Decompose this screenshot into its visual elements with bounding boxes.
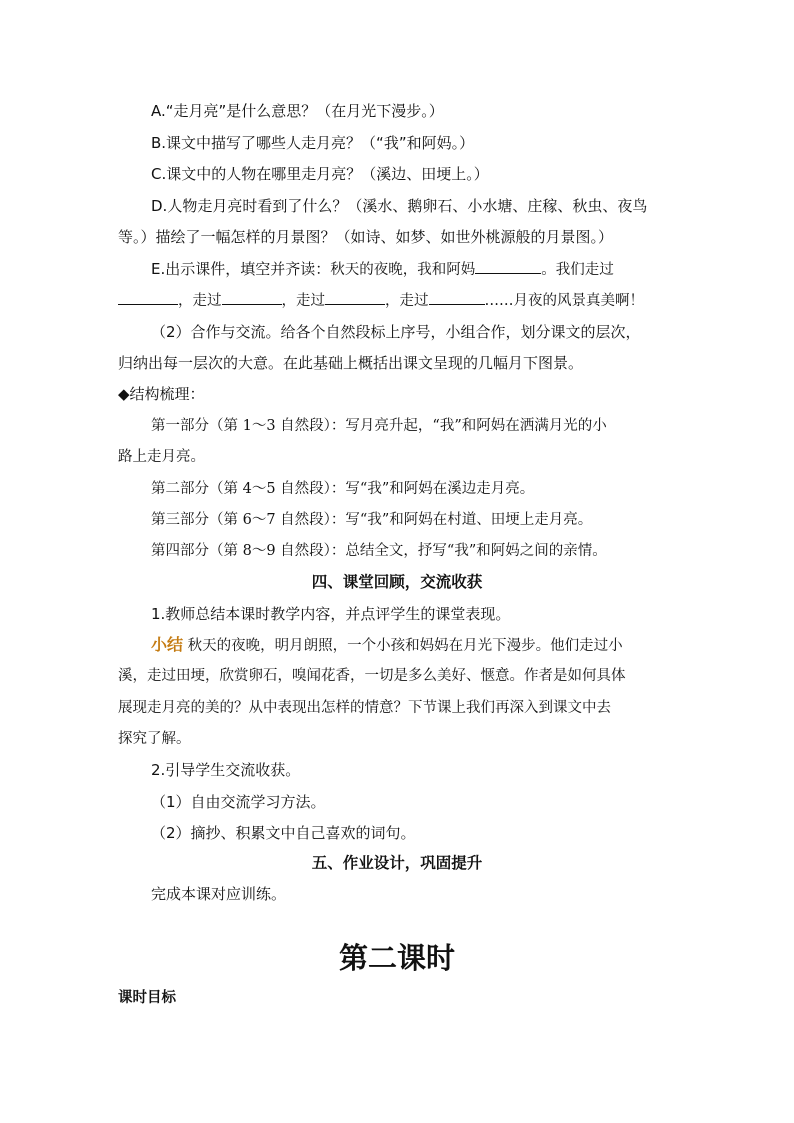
summary-line3: 展现走月亮的美的？从中表现出怎样的情意？下节课上我们再深入到课文中去 [118, 700, 611, 716]
structure-part1-line2: 路上走月亮。 [118, 449, 205, 465]
section4-sub1: （1）自由交流学习方法。 [151, 793, 326, 811]
section5-text: 完成本课对应训练。 [151, 885, 287, 903]
summary-tag: 小结 [151, 635, 184, 654]
question-d-line2: 等。）描绘了一幅怎样的月景图？（如诗、如梦、如世外桃源般的月景图。） [118, 228, 614, 246]
question-d-line1: D.人物走月亮时看到了什么？（溪水、鹅卵石、小水塘、庄稼、秋虫、夜鸟 [151, 197, 648, 215]
step2-line2: 归纳出每一层次的大意。在此基础上概括出课文呈现的几幅月下图景。 [118, 354, 584, 372]
summary-line4: 探究了解。 [118, 731, 191, 747]
question-e-line2 [118, 290, 644, 311]
question-e-prefix: E.出示课件，填空并齐读： [151, 260, 331, 278]
summary-text: 秋天的夜晚，明月朗照，一个小孩和妈妈在月光下漫步。他们走过小 [187, 638, 623, 654]
question-b: B.课文中描写了哪些人走月亮？（“我”和阿妈。） [151, 134, 475, 152]
lesson2-objectives-heading: 课时目标 [118, 990, 176, 1006]
section4-item1: 1.教师总结本课时教学内容，并点评学生的课堂表现。 [151, 605, 511, 623]
lesson2-title: 第二课时 [338, 941, 455, 975]
structure-label: ◆结构梳理： [118, 385, 205, 403]
question-e-sep: ，走过 [281, 293, 325, 309]
fill-blank [429, 290, 485, 305]
structure-part3: 第三部分（第 6～7 自然段）：写“我”和阿妈在村道、田埂上走月亮。 [151, 512, 593, 528]
question-e-suffix: 。我们走过 [541, 262, 614, 278]
question-e-end: ……月夜的风景真美啊！ [484, 293, 644, 309]
fill-blank [325, 290, 385, 305]
fill-blank [222, 290, 282, 305]
fill-blank [118, 290, 178, 305]
question-e-text: 秋天的夜晚，我和阿妈 [330, 262, 476, 278]
section5-heading: 五、作业设计，巩固提升 [311, 854, 483, 872]
structure-part1-line1: 第一部分（第 1～3 自然段）：写月亮升起，“我”和阿妈在洒满月光的小 [151, 418, 607, 434]
summary-line1 [151, 635, 623, 656]
question-e-sep: ，走过 [178, 293, 222, 309]
structure-part2: 第二部分（第 4～5 自然段）：写“我”和阿妈在溪边走月亮。 [151, 481, 535, 497]
question-a: A.“走月亮”是什么意思？（在月光下漫步。） [151, 102, 444, 120]
summary-line2: 溪，走过田埂，欣赏卵石，嗅闻花香，一切是多么美好、惬意。作者是如何具体 [118, 668, 626, 684]
section4-sub2: （2）摘抄、积累文中自己喜欢的词句。 [151, 824, 416, 842]
step2-line1: （2）合作与交流。给各个自然段标上序号，小组合作，划分课文的层次， [151, 323, 641, 341]
question-e-sep: ，走过 [385, 293, 429, 309]
section4-heading: 四、课堂回顾，交流收获 [311, 573, 483, 591]
fill-blank [475, 259, 541, 274]
structure-part4: 第四部分（第 8～9 自然段）：总结全文，抒写“我”和阿妈之间的亲情。 [151, 543, 607, 559]
section4-item2: 2.引导学生交流收获。 [151, 761, 301, 779]
question-e-line1 [151, 259, 614, 280]
question-c: C.课文中的人物在哪里走月亮？（溪边、田埂上。） [151, 165, 489, 183]
